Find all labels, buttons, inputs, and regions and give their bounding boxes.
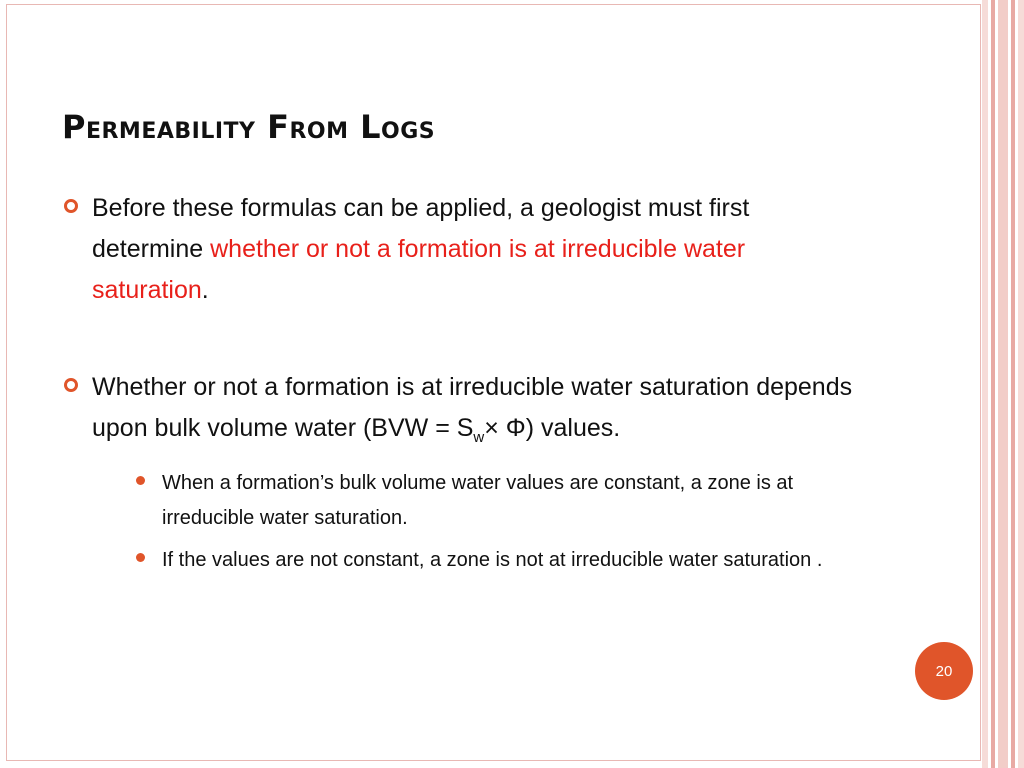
stripe	[1011, 0, 1015, 768]
page-number-badge: 20	[915, 642, 973, 700]
dot-bullet-icon	[136, 553, 145, 562]
bullet-text-end: × Φ) values.	[484, 414, 621, 442]
sub-bullet-list	[136, 466, 866, 578]
slide-title: Permeability From Logs	[62, 108, 436, 146]
bullet-item	[64, 188, 864, 311]
bullet-text-start: Whether or not a formation is at irreducible water saturation depends upon bulk volume water (BVW = S	[92, 373, 853, 442]
stripe	[1018, 0, 1024, 768]
circle-bullet-icon	[64, 199, 78, 213]
bullet-item	[64, 367, 864, 585]
bullet-text-end: .	[201, 276, 209, 304]
stripe	[982, 0, 988, 768]
bullet-text-highlight: whether or not a formation is at irreducible water saturation	[92, 235, 746, 304]
stripe	[991, 0, 995, 768]
decorative-side-stripes	[982, 0, 1024, 768]
dot-bullet-icon	[136, 476, 145, 485]
bullet-text-plain: Before these formulas can be applied, a geologist must first determine	[92, 194, 750, 263]
sub-bullet-text: When a formation’s bulk volume water values are constant, a zone is at irreducible water saturation.	[162, 472, 794, 529]
subscript-w: w	[473, 429, 485, 446]
sub-bullet-item	[136, 466, 866, 536]
stripe	[998, 0, 1008, 768]
bullet-text	[92, 367, 864, 458]
bullet-text	[92, 188, 864, 311]
circle-bullet-icon	[64, 378, 78, 392]
sub-bullet-item	[136, 543, 866, 578]
sub-bullet-text: If the values are not constant, a zone is not at irreducible water saturation .	[162, 549, 823, 571]
